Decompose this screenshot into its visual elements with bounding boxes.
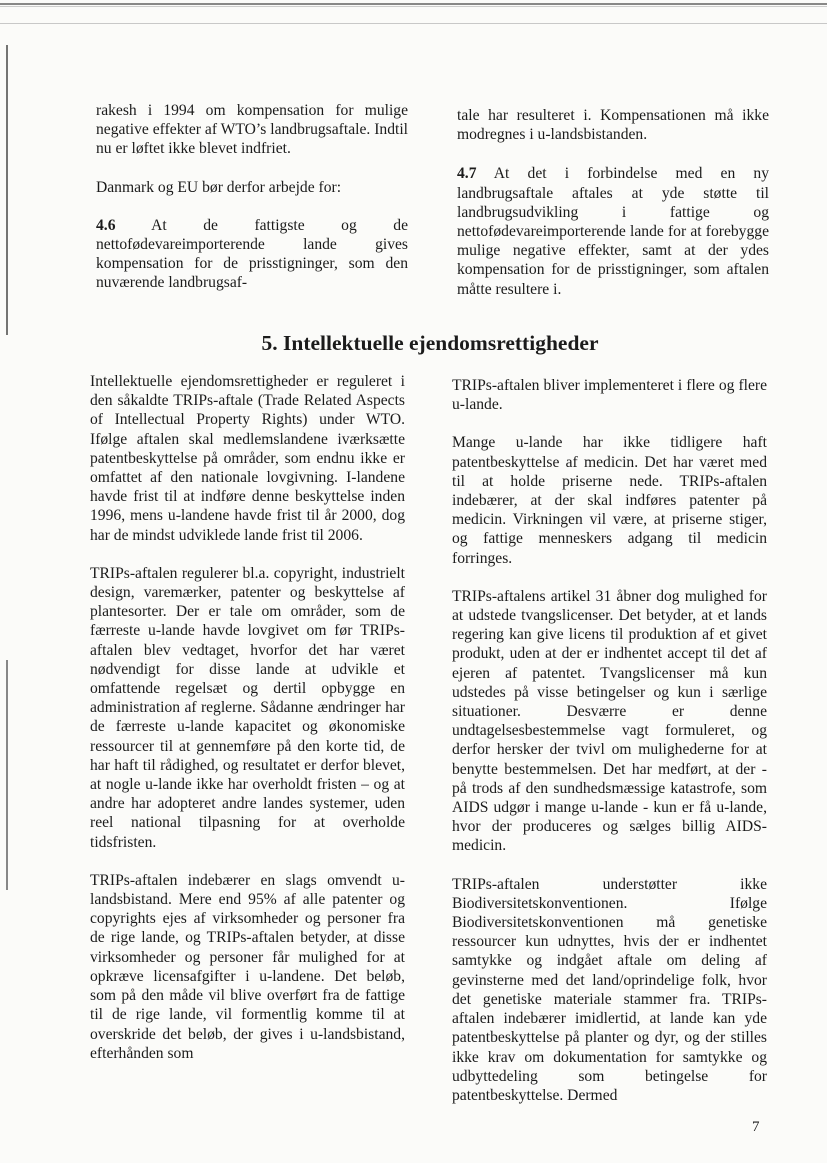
top-left-column xyxy=(96,101,408,293)
paragraph: Intellektuelle ejendomsrettigheder er reguleret i den såkaldte TRIPs-aftale (Trade Related Aspects of Intellectual Property Rights) under WTO. Ifølge aftalen skal medlemslandene iværksætte patentbeskyttelse på områder, som endnu ikke er omfattet af den nationale lovgivning. I-landene havde frist til at indføre denne beskyttelse inden 1996, mens u-landene havde frist til år 2000, dog har de mindst udviklede lande frist til 2006. xyxy=(90,373,405,544)
paragraph: TRIPs-aftalen indebærer en slags omvendt u-landsbistand. Mere end 95% af alle patenter og copyrights ejes af virksomheder og personer fra de rige lande, og TRIPs-aftalen betyder, at disse virksomheder og personer får mulighed for at opkræve licensafgifter i u-landene. Det beløb, som på den måde vil blive overført fra de fattige til de rige lande, vil formentlig komme til at overskride det beløb, der gives i u-landsbistand, efterhånden som xyxy=(90,871,405,1062)
item-number: 4.6 xyxy=(96,216,116,234)
item-text: At det i forbindelse med en ny landbrugsaftale aftales at yde støtte til landbrugsudvikling i fattige og nettofødevareimporterende lande for at forebygge mulige negative effekter, samt at der ydes kompensation for de prisstigninger, som aftalen måtte resultere i. xyxy=(457,165,769,298)
list-item-4-6 xyxy=(96,216,408,293)
scan-margin-mark xyxy=(6,660,8,890)
scan-edge-line xyxy=(0,3,827,5)
paragraph: TRIPs-aftalen bliver implementeret i flere og flere u-lande. xyxy=(452,377,767,414)
paragraph: Danmark og EU bør derfor arbejde for: xyxy=(96,178,342,196)
paragraph: TRIPs-aftalen regulerer bl.a. copyright, industrielt design, varemærker, patenter og beskyttelse af plantesorter. Der er tale om områder, som de færreste u-lande havde lovgivet om før TRIPs-aftalen blev vedtaget, hvorfor det har været nødvendigt for disse lande at udvikle et omfattende regelsæt og dertil opbygge en administration af reglerne. Sådanne ændringer har de færreste u-lande kapacitet og økonomiske ressourcer til at gennemføre på den korte tid, de har haft til rådighed, og resultatet er derfor blevet, at nogle u-lande ikke har overholdt fristen – og at andre har adopteret andre landes systemer, uden reel national tilpasning for at overholde tidsfristen. xyxy=(90,564,405,851)
paragraph: Mange u-lande har ikke tidligere haft patentbeskyttelse af medicin. Det har været med til at holde priserne nede. TRIPs-aftalen indebærer, at der skal indføres patenter på medicin. Virkningen vil være, at priserne stiger, og fattige menneskers adgang til medicin forringes. xyxy=(452,434,767,567)
page-number: 7 xyxy=(752,1119,760,1135)
item-number: 4.7 xyxy=(457,165,477,183)
scan-edge-line xyxy=(0,6,827,7)
section-right-column xyxy=(452,376,767,1105)
scan-guide-line xyxy=(0,23,827,24)
paragraph: rakesh i 1994 om kompensation for mulige negative effekter af WTO’s landbrugsaftale. Indtil nu er løftet ikke blevet indfriet. xyxy=(96,102,408,158)
section-left-column xyxy=(90,372,405,1063)
top-right-column xyxy=(457,106,769,299)
paragraph: tale har resulteret i. Kompensationen må ikke modregnes i u-landsbistanden. xyxy=(457,107,769,144)
list-item-4-7 xyxy=(457,164,769,298)
section-heading: 5. Intellektuelle ejendomsrettigheder xyxy=(261,331,599,355)
item-text: At de fattigste og de nettofødevareimporterende lande gives kompensation for de prisstigninger, som den nuværende landbrugsaf- xyxy=(96,216,408,292)
scan-margin-mark xyxy=(6,45,8,335)
paragraph: TRIPs-aftalen understøtter ikke Biodiversitetskonventionen. Ifølge Biodiversitetskonventionen må genetiske ressourcer kun udnyttes, hvis der er indhentet samtykke og indgået aftale om deling af gevinsterne med det land/oprindelige folk, hvor det genetiske materiale stammer fra. TRIPs-aftalen indebærer imidlertid, at lande kan yde patentbeskyttelse på planter og dyr, og der stilles ikke krav om dokumentation for samtykke og udbyttedeling som betingelse for patentbeskyttelse. Dermed xyxy=(452,875,767,1104)
paragraph: TRIPs-aftalens artikel 31 åbner dog mulighed for at udstede tvangslicenser. Det betyder, at et lands regering kan give licens til produktion af et givet produkt, uden at der er indhentet accept til det af ejeren af patentet. Tvangslicenser må kun udstedes på visse betingelser og kun i særlige situationer. Desværre er denne undtagelsesbestemmelse vagt formuleret, og derfor hersker der tvivl om mulighederne for at benytte bestemmelsen. Det har medført, at der - på trods af den sundhedsmæssige katastrofe, som AIDS udgør i mange u-lande - kun er få u-lande, hvor der produceres og sælges billig AIDS-medicin. xyxy=(452,587,767,855)
